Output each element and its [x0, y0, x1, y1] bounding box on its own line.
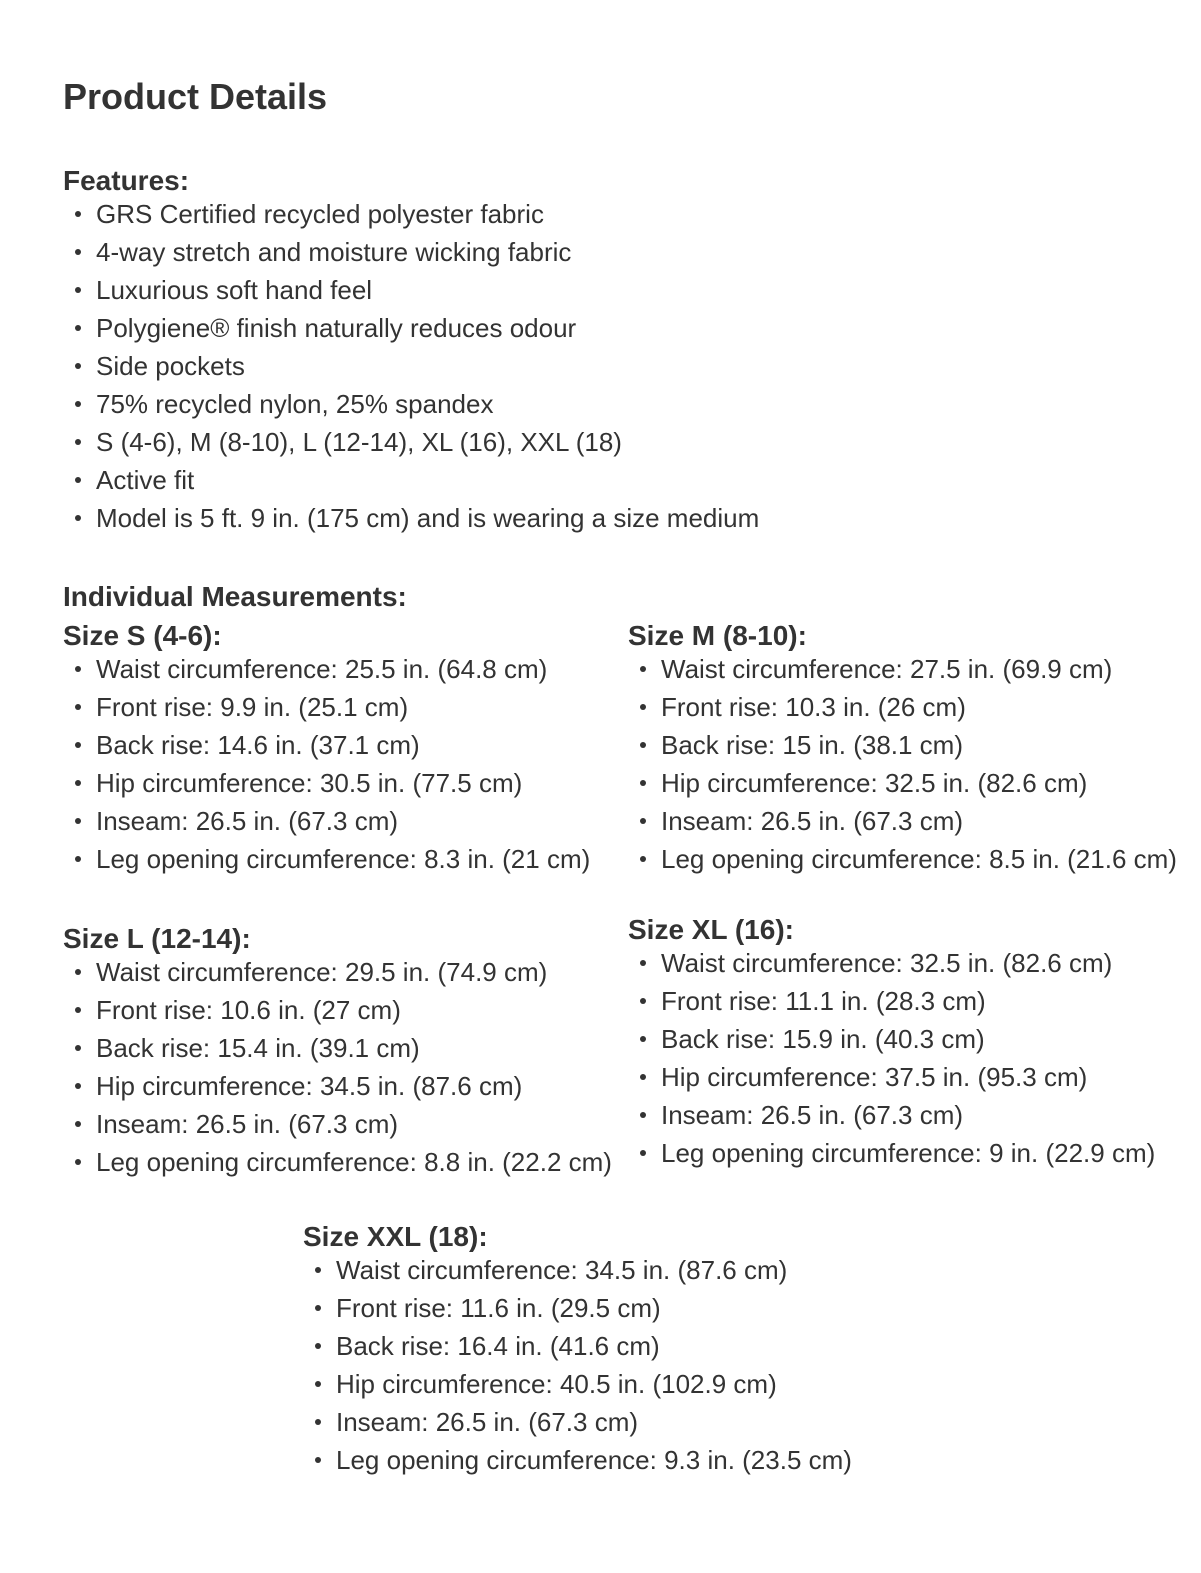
size-row-l-xl [63, 914, 1201, 1181]
measurement-item: Hip circumference: 40.5 in. (102.9 cm) [303, 1365, 1201, 1403]
measurement-item: Waist circumference: 32.5 in. (82.6 cm) [628, 944, 1201, 982]
size-section-l [63, 925, 628, 1181]
feature-item: GRS Certified recycled polyester fabric [63, 195, 1201, 233]
measurement-item: Leg opening circumference: 9.3 in. (23.5 cm) [303, 1441, 1201, 1479]
measurement-item: Inseam: 26.5 in. (67.3 cm) [63, 1105, 628, 1143]
size-row-s-m [63, 622, 1201, 878]
feature-item: Active fit [63, 461, 1201, 499]
measurement-item: Inseam: 26.5 in. (67.3 cm) [628, 802, 1201, 840]
feature-item: 4-way stretch and moisture wicking fabric [63, 233, 1201, 271]
measurement-item: Back rise: 14.6 in. (37.1 cm) [63, 726, 628, 764]
size-section-xxl [303, 1223, 1201, 1479]
measurement-item: Front rise: 11.1 in. (28.3 cm) [628, 982, 1201, 1020]
size-section-xl [628, 916, 1201, 1181]
feature-item: Polygiene® finish naturally reduces odour [63, 309, 1201, 347]
measurement-item: Waist circumference: 34.5 in. (87.6 cm) [303, 1251, 1201, 1289]
size-s-heading: Size S (4-6): [63, 620, 222, 651]
size-xl-list [628, 944, 1201, 1172]
measurement-item: Hip circumference: 37.5 in. (95.3 cm) [628, 1058, 1201, 1096]
feature-item: Side pockets [63, 347, 1201, 385]
size-l-list [63, 953, 628, 1181]
measurement-item: Hip circumference: 30.5 in. (77.5 cm) [63, 764, 628, 802]
measurement-item: Leg opening circumference: 8.5 in. (21.6 cm) [628, 840, 1201, 878]
feature-item: Model is 5 ft. 9 in. (175 cm) and is wearing a size medium [63, 499, 1201, 537]
size-m-list [628, 650, 1201, 878]
size-section-m [628, 622, 1201, 878]
feature-item: 75% recycled nylon, 25% spandex [63, 385, 1201, 423]
measurement-item: Leg opening circumference: 8.3 in. (21 cm) [63, 840, 628, 878]
size-s-list [63, 650, 628, 878]
measurement-item: Front rise: 10.6 in. (27 cm) [63, 991, 628, 1029]
measurement-item: Back rise: 15.9 in. (40.3 cm) [628, 1020, 1201, 1058]
features-heading: Features: [63, 165, 190, 196]
measurement-item: Waist circumference: 29.5 in. (74.9 cm) [63, 953, 628, 991]
measurement-item: Inseam: 26.5 in. (67.3 cm) [628, 1096, 1201, 1134]
measurement-item: Leg opening circumference: 8.8 in. (22.2 cm) [63, 1143, 628, 1181]
size-xl-heading: Size XL (16): [628, 914, 794, 945]
measurement-item: Front rise: 10.3 in. (26 cm) [628, 688, 1201, 726]
measurement-item: Back rise: 16.4 in. (41.6 cm) [303, 1327, 1201, 1365]
size-xxl-heading: Size XXL (18): [303, 1221, 488, 1252]
measurement-item: Back rise: 15 in. (38.1 cm) [628, 726, 1201, 764]
features-list [63, 195, 1201, 537]
measurement-item: Inseam: 26.5 in. (67.3 cm) [63, 802, 628, 840]
measurement-item: Front rise: 11.6 in. (29.5 cm) [303, 1289, 1201, 1327]
measurement-item: Back rise: 15.4 in. (39.1 cm) [63, 1029, 628, 1067]
size-xxl-list [303, 1251, 1201, 1479]
size-m-heading: Size M (8-10): [628, 620, 807, 651]
measurement-item: Waist circumference: 27.5 in. (69.9 cm) [628, 650, 1201, 688]
size-section-s [63, 622, 628, 878]
page-title: Product Details [63, 76, 328, 117]
size-l-heading: Size L (12-14): [63, 923, 251, 954]
measurement-item: Front rise: 9.9 in. (25.1 cm) [63, 688, 628, 726]
measurement-item: Hip circumference: 34.5 in. (87.6 cm) [63, 1067, 628, 1105]
measurement-item: Inseam: 26.5 in. (67.3 cm) [303, 1403, 1201, 1441]
measurement-item: Leg opening circumference: 9 in. (22.9 cm) [628, 1134, 1201, 1172]
measurement-item: Hip circumference: 32.5 in. (82.6 cm) [628, 764, 1201, 802]
feature-item: S (4-6), M (8-10), L (12-14), XL (16), XXL (18) [63, 423, 1201, 461]
feature-item: Luxurious soft hand feel [63, 271, 1201, 309]
measurements-heading: Individual Measurements: [63, 581, 407, 612]
measurement-item: Waist circumference: 25.5 in. (64.8 cm) [63, 650, 628, 688]
